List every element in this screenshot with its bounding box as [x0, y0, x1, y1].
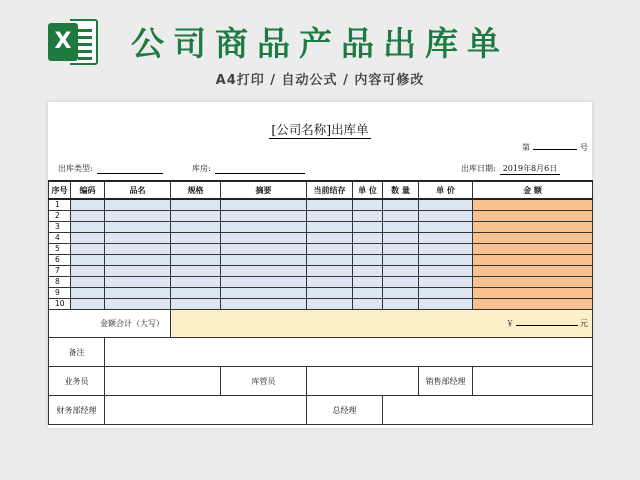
cell-name[interactable] [105, 288, 171, 299]
cell-spec[interactable] [171, 288, 221, 299]
table-row [49, 244, 593, 255]
cell-price[interactable] [419, 299, 473, 310]
cell-qty[interactable] [383, 277, 419, 288]
signoff-row [49, 367, 593, 396]
cell-unit[interactable] [353, 211, 383, 222]
cell-price[interactable] [419, 199, 473, 211]
date-value[interactable]: 2019年8月6日 [500, 163, 561, 175]
warehouse-manager-label: 库管员 [221, 367, 307, 396]
col-name: 品名 [105, 181, 171, 199]
cell-summary[interactable] [221, 299, 307, 310]
cell-code[interactable] [71, 266, 105, 277]
cell-spec[interactable] [171, 255, 221, 266]
cell-unit[interactable] [353, 222, 383, 233]
row-number: 7 [49, 266, 71, 277]
cell-stock[interactable] [307, 199, 353, 211]
cell-unit[interactable] [353, 244, 383, 255]
cell-spec[interactable] [171, 199, 221, 211]
cell-amount[interactable] [473, 211, 593, 222]
col-qty: 数 量 [383, 181, 419, 199]
col-summary: 摘要 [221, 181, 307, 199]
row-number: 8 [49, 277, 71, 288]
cell-stock[interactable] [307, 222, 353, 233]
cell-summary[interactable] [221, 288, 307, 299]
col-unit: 单 位 [353, 181, 383, 199]
cell-price[interactable] [419, 244, 473, 255]
cell-stock[interactable] [307, 233, 353, 244]
remark-label: 备注 [49, 338, 105, 367]
cell-summary[interactable] [221, 244, 307, 255]
cell-summary[interactable] [221, 211, 307, 222]
cell-name[interactable] [105, 199, 171, 211]
cell-amount[interactable] [473, 255, 593, 266]
excel-letter: X [48, 23, 78, 61]
warehouse-manager-field[interactable] [307, 367, 419, 396]
cell-name[interactable] [105, 244, 171, 255]
total-row [49, 310, 593, 338]
banner-title: 公司商品产品出库单 [131, 24, 509, 63]
cell-summary[interactable] [221, 199, 307, 211]
cell-amount[interactable] [473, 233, 593, 244]
cell-price[interactable] [419, 277, 473, 288]
banner-subtitle: A4打印 / 自动公式 / 内容可修改 [215, 73, 425, 88]
col-code: 编码 [71, 181, 105, 199]
row-number: 10 [49, 299, 71, 310]
cell-name[interactable] [105, 211, 171, 222]
col-spec: 规格 [171, 181, 221, 199]
remark-field[interactable] [105, 338, 593, 367]
table-row [49, 211, 593, 222]
cell-code[interactable] [71, 288, 105, 299]
cell-qty[interactable] [383, 266, 419, 277]
cell-qty[interactable] [383, 199, 419, 211]
outbound-type-field[interactable] [97, 165, 163, 174]
outbound-date: 出库日期: 2019年8月6日 [461, 163, 560, 175]
general-manager-label: 总经理 [307, 396, 383, 425]
cell-code[interactable] [71, 244, 105, 255]
cell-code[interactable] [71, 199, 105, 211]
cell-code[interactable] [71, 255, 105, 266]
cell-code[interactable] [71, 222, 105, 233]
cell-price[interactable] [419, 211, 473, 222]
table-row [49, 199, 593, 211]
cell-spec[interactable] [171, 233, 221, 244]
cell-unit[interactable] [353, 199, 383, 211]
cell-amount[interactable] [473, 277, 593, 288]
cell-summary[interactable] [221, 277, 307, 288]
cell-qty[interactable] [383, 288, 419, 299]
cell-stock[interactable] [307, 277, 353, 288]
col-price: 单 价 [419, 181, 473, 199]
cell-price[interactable] [419, 266, 473, 277]
cell-amount[interactable] [473, 199, 593, 211]
table-row [49, 222, 593, 233]
cell-qty[interactable] [383, 211, 419, 222]
cell-spec[interactable] [171, 299, 221, 310]
cell-spec[interactable] [171, 211, 221, 222]
cell-code[interactable] [71, 299, 105, 310]
sales-manager-field[interactable] [473, 367, 593, 396]
cell-stock[interactable] [307, 288, 353, 299]
approval-row [49, 396, 593, 425]
cell-name[interactable] [105, 266, 171, 277]
total-amount-field[interactable]: ￥ 元 [171, 310, 593, 338]
cell-amount[interactable] [473, 244, 593, 255]
cell-spec[interactable] [171, 266, 221, 277]
cell-unit[interactable] [353, 255, 383, 266]
cell-unit[interactable] [353, 233, 383, 244]
table-row [49, 288, 593, 299]
cell-summary[interactable] [221, 222, 307, 233]
table-header-row [49, 181, 593, 199]
cell-stock[interactable] [307, 244, 353, 255]
cell-stock[interactable] [307, 266, 353, 277]
total-label: 金额合计（大写） [49, 310, 171, 338]
row-number: 5 [49, 244, 71, 255]
cell-summary[interactable] [221, 266, 307, 277]
cell-qty[interactable] [383, 255, 419, 266]
excel-icon [48, 19, 100, 65]
items-table [48, 180, 593, 425]
outbound-type: 出库类型: [58, 163, 163, 174]
table-row [49, 266, 593, 277]
finance-manager-label: 财务部经理 [49, 396, 105, 425]
cell-unit[interactable] [353, 288, 383, 299]
cell-stock[interactable] [307, 211, 353, 222]
row-number: 4 [49, 233, 71, 244]
cell-spec[interactable] [171, 222, 221, 233]
general-manager-field[interactable] [383, 396, 593, 425]
cell-price[interactable] [419, 255, 473, 266]
table-row [49, 277, 593, 288]
form-title: [公司名称]出库单 [271, 122, 369, 137]
row-number: 1 [49, 199, 71, 211]
cell-code[interactable] [71, 233, 105, 244]
table-row [49, 299, 593, 310]
cell-amount[interactable] [473, 299, 593, 310]
row-number: 9 [49, 288, 71, 299]
cell-summary[interactable] [221, 233, 307, 244]
cell-qty[interactable] [383, 299, 419, 310]
col-stock: 当前结存 [307, 181, 353, 199]
cell-price[interactable] [419, 288, 473, 299]
table-row [49, 233, 593, 244]
remark-row [49, 338, 593, 367]
cell-name[interactable] [105, 222, 171, 233]
cell-summary[interactable] [221, 255, 307, 266]
cell-stock[interactable] [307, 299, 353, 310]
cell-spec[interactable] [171, 244, 221, 255]
cell-price[interactable] [419, 222, 473, 233]
cell-qty[interactable] [383, 233, 419, 244]
cell-stock[interactable] [307, 255, 353, 266]
cell-unit[interactable] [353, 277, 383, 288]
salesperson-field[interactable] [105, 367, 221, 396]
number-blank[interactable] [533, 149, 577, 150]
col-seq: 序号 [49, 181, 71, 199]
cell-qty[interactable] [383, 222, 419, 233]
cell-name[interactable] [105, 277, 171, 288]
cell-name[interactable] [105, 299, 171, 310]
cell-amount[interactable] [473, 288, 593, 299]
document-number: 第 号 [522, 143, 588, 152]
table-row [49, 255, 593, 266]
row-number: 3 [49, 222, 71, 233]
salesperson-label: 业务员 [49, 367, 105, 396]
row-number: 6 [49, 255, 71, 266]
cell-spec[interactable] [171, 277, 221, 288]
cell-amount[interactable] [473, 222, 593, 233]
cell-name[interactable] [105, 233, 171, 244]
warehouse-field[interactable] [215, 165, 305, 174]
cell-qty[interactable] [383, 244, 419, 255]
sales-manager-label: 销售部经理 [419, 367, 473, 396]
finance-manager-field[interactable] [105, 396, 307, 425]
cell-amount[interactable] [473, 266, 593, 277]
cell-price[interactable] [419, 233, 473, 244]
col-amount: 金 额 [473, 181, 593, 199]
row-number: 2 [49, 211, 71, 222]
cell-code[interactable] [71, 277, 105, 288]
cell-unit[interactable] [353, 299, 383, 310]
document-sheet [48, 102, 592, 428]
cell-unit[interactable] [353, 266, 383, 277]
cell-name[interactable] [105, 255, 171, 266]
cell-code[interactable] [71, 211, 105, 222]
warehouse: 库房: [192, 163, 305, 174]
